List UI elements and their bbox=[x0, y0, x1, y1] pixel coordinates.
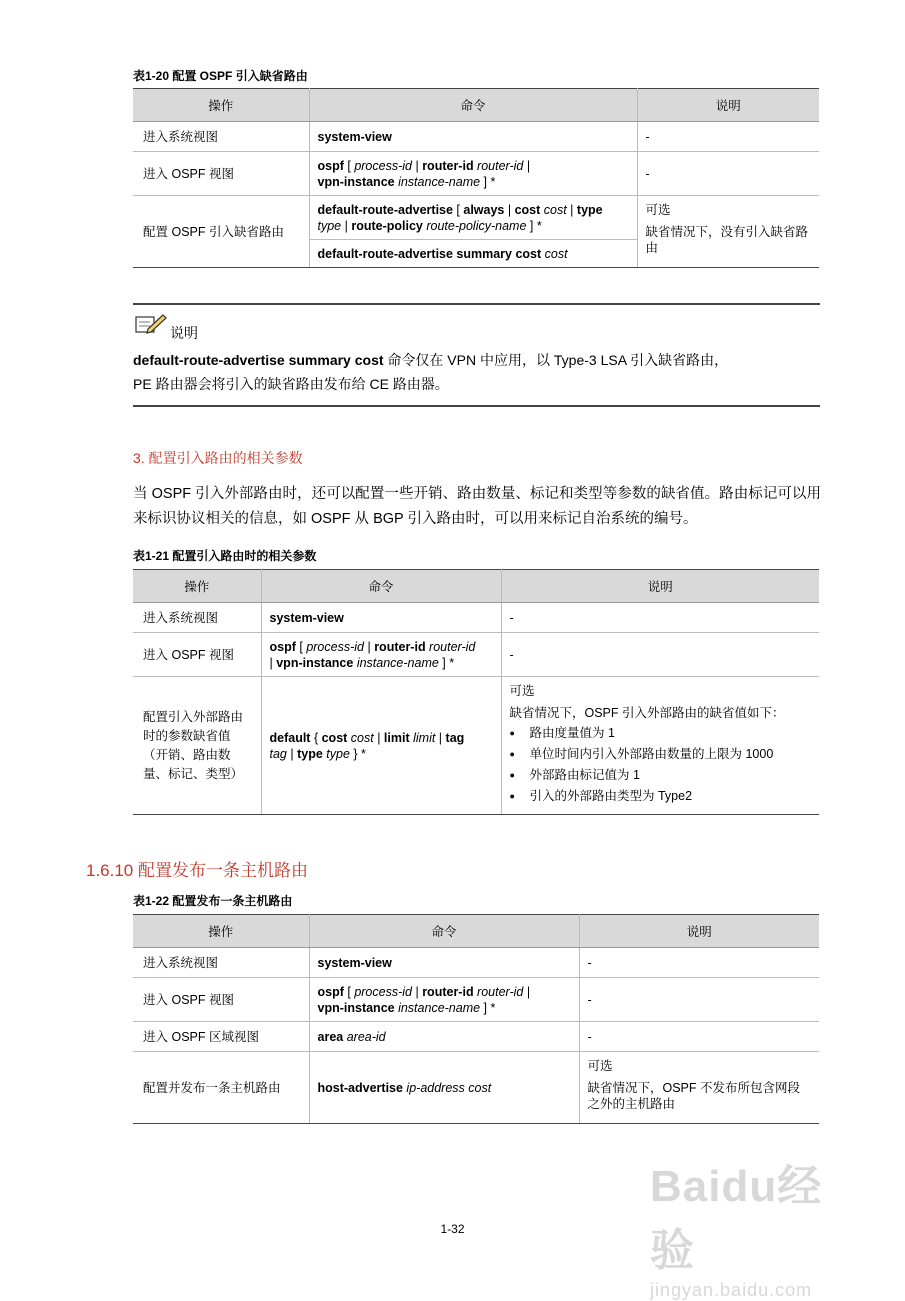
op-cell: 进入系统视图 bbox=[133, 603, 261, 633]
baidu-watermark: Baidu经验 jingyan.baidu.com bbox=[650, 1162, 823, 1300]
table-row bbox=[133, 1022, 819, 1052]
table-ospf-default-route bbox=[133, 88, 819, 268]
note-title: 说明 bbox=[170, 325, 198, 341]
op-cell: 进入系统视图 bbox=[133, 122, 309, 152]
list-item: ● 路由度量值为 1 bbox=[510, 723, 812, 744]
table-row bbox=[133, 603, 819, 633]
table-host-route bbox=[133, 914, 819, 1124]
default-values-list bbox=[510, 723, 812, 807]
note-cell: - bbox=[579, 978, 819, 1022]
table-row bbox=[133, 122, 819, 152]
note-text: default-route-advertise summary cost 命令仅在 VPN 中应用，以 Type-3 LSA 引入缺省路由， PE 路由器会将引入的缺省路由发布给 CE 路由器。 bbox=[133, 352, 729, 392]
op-cell: 配置 OSPF 引入缺省路由 bbox=[133, 196, 309, 268]
note-cell: - bbox=[501, 603, 819, 633]
op-cell: 进入 OSPF 区域视图 bbox=[133, 1022, 309, 1052]
cmd-cell: ospf [ process-id | router-id router-id | vpn-instance instance-name ] * bbox=[309, 152, 637, 196]
column-header: 操作 bbox=[133, 570, 261, 603]
note-cell: 可选 缺省情况下，OSPF 不发布所包含网段之外的主机路由 bbox=[579, 1052, 819, 1124]
table-caption: 表1-21 配置引入路由时的相关参数 bbox=[133, 549, 317, 563]
table-row bbox=[133, 152, 819, 196]
op-cell: 进入系统视图 bbox=[133, 948, 309, 978]
note-pencil-icon bbox=[134, 312, 168, 336]
note-cell: - bbox=[579, 948, 819, 978]
op-cell: 进入 OSPF 视图 bbox=[133, 633, 261, 677]
note-cell: - bbox=[501, 633, 819, 677]
note-cell: 可选 缺省情况下，OSPF 引入外部路由的缺省值如下： ● 路由度量值为 1 ● 单位时间内引入外部路由数量的上限为 1000 ● 外部路由标记值为 1 ● 引入的外部路由类型为 Type2 bbox=[501, 677, 819, 815]
note-cell: - bbox=[579, 1022, 819, 1052]
cmd-cell: default-route-advertise summary cost cost bbox=[309, 240, 637, 268]
column-header: 操作 bbox=[133, 89, 309, 122]
op-cell: 配置引入外部路由时的参数缺省值（开销、路由数量、标记、类型） bbox=[133, 677, 261, 815]
column-header: 说明 bbox=[637, 89, 819, 122]
table-row bbox=[133, 633, 819, 677]
table-row bbox=[133, 948, 819, 978]
table-import-route-params bbox=[133, 569, 819, 815]
op-cell: 配置并发布一条主机路由 bbox=[133, 1052, 309, 1124]
cmd-cell: system-view bbox=[261, 603, 501, 633]
column-header: 命令 bbox=[309, 89, 637, 122]
note-cell: - bbox=[637, 152, 819, 196]
cmd-cell: system-view bbox=[309, 122, 637, 152]
table-caption: 表1-22 配置发布一条主机路由 bbox=[133, 894, 293, 908]
paragraph: 当 OSPF 引入外部路由时，还可以配置一些开销、路由数量、标记和类型等参数的缺省值。路由标记可以用来标识协议相关的信息，如 OSPF 从 BGP 引入路由时，可以用来标记自治系统的编号。 bbox=[133, 486, 821, 527]
column-header: 说明 bbox=[501, 570, 819, 603]
op-cell: 进入 OSPF 视图 bbox=[133, 978, 309, 1022]
table-row bbox=[133, 1052, 819, 1124]
cmd-cell: default { cost cost | limit limit | tag tag | type type } * bbox=[261, 677, 501, 815]
column-header: 命令 bbox=[261, 570, 501, 603]
section-heading: 3. 配置引入路由的相关参数 bbox=[133, 450, 303, 466]
cmd-cell: host-advertise ip-address cost bbox=[309, 1052, 579, 1124]
list-item: ● 引入的外部路由类型为 Type2 bbox=[510, 786, 812, 807]
cmd-cell: area area-id bbox=[309, 1022, 579, 1052]
cmd-cell: system-view bbox=[309, 948, 579, 978]
table-caption: 表1-20 配置 OSPF 引入缺省路由 bbox=[133, 69, 308, 83]
list-item: ● 外部路由标记值为 1 bbox=[510, 765, 812, 786]
cmd-cell: ospf [ process-id | router-id router-id | vpn-instance instance-name ] * bbox=[261, 633, 501, 677]
table-row bbox=[133, 978, 819, 1022]
op-cell: 进入 OSPF 视图 bbox=[133, 152, 309, 196]
note-cell: 可选 缺省情况下，没有引入缺省路由 bbox=[637, 196, 819, 268]
table-row bbox=[133, 196, 819, 240]
column-header: 操作 bbox=[133, 915, 309, 948]
cmd-cell: ospf [ process-id | router-id router-id | vpn-instance instance-name ] * bbox=[309, 978, 579, 1022]
page-number: 1-32 bbox=[440, 1222, 465, 1236]
column-header: 说明 bbox=[579, 915, 819, 948]
list-item: ● 单位时间内引入外部路由数量的上限为 1000 bbox=[510, 744, 812, 765]
section-heading: 1.6.10 配置发布一条主机路由 bbox=[86, 861, 308, 880]
column-header: 命令 bbox=[309, 915, 579, 948]
cmd-cell: default-route-advertise [ always | cost cost | type type | route-policy route-policy-name ] * bbox=[309, 196, 637, 240]
note-cell: - bbox=[637, 122, 819, 152]
table-row bbox=[133, 677, 819, 815]
